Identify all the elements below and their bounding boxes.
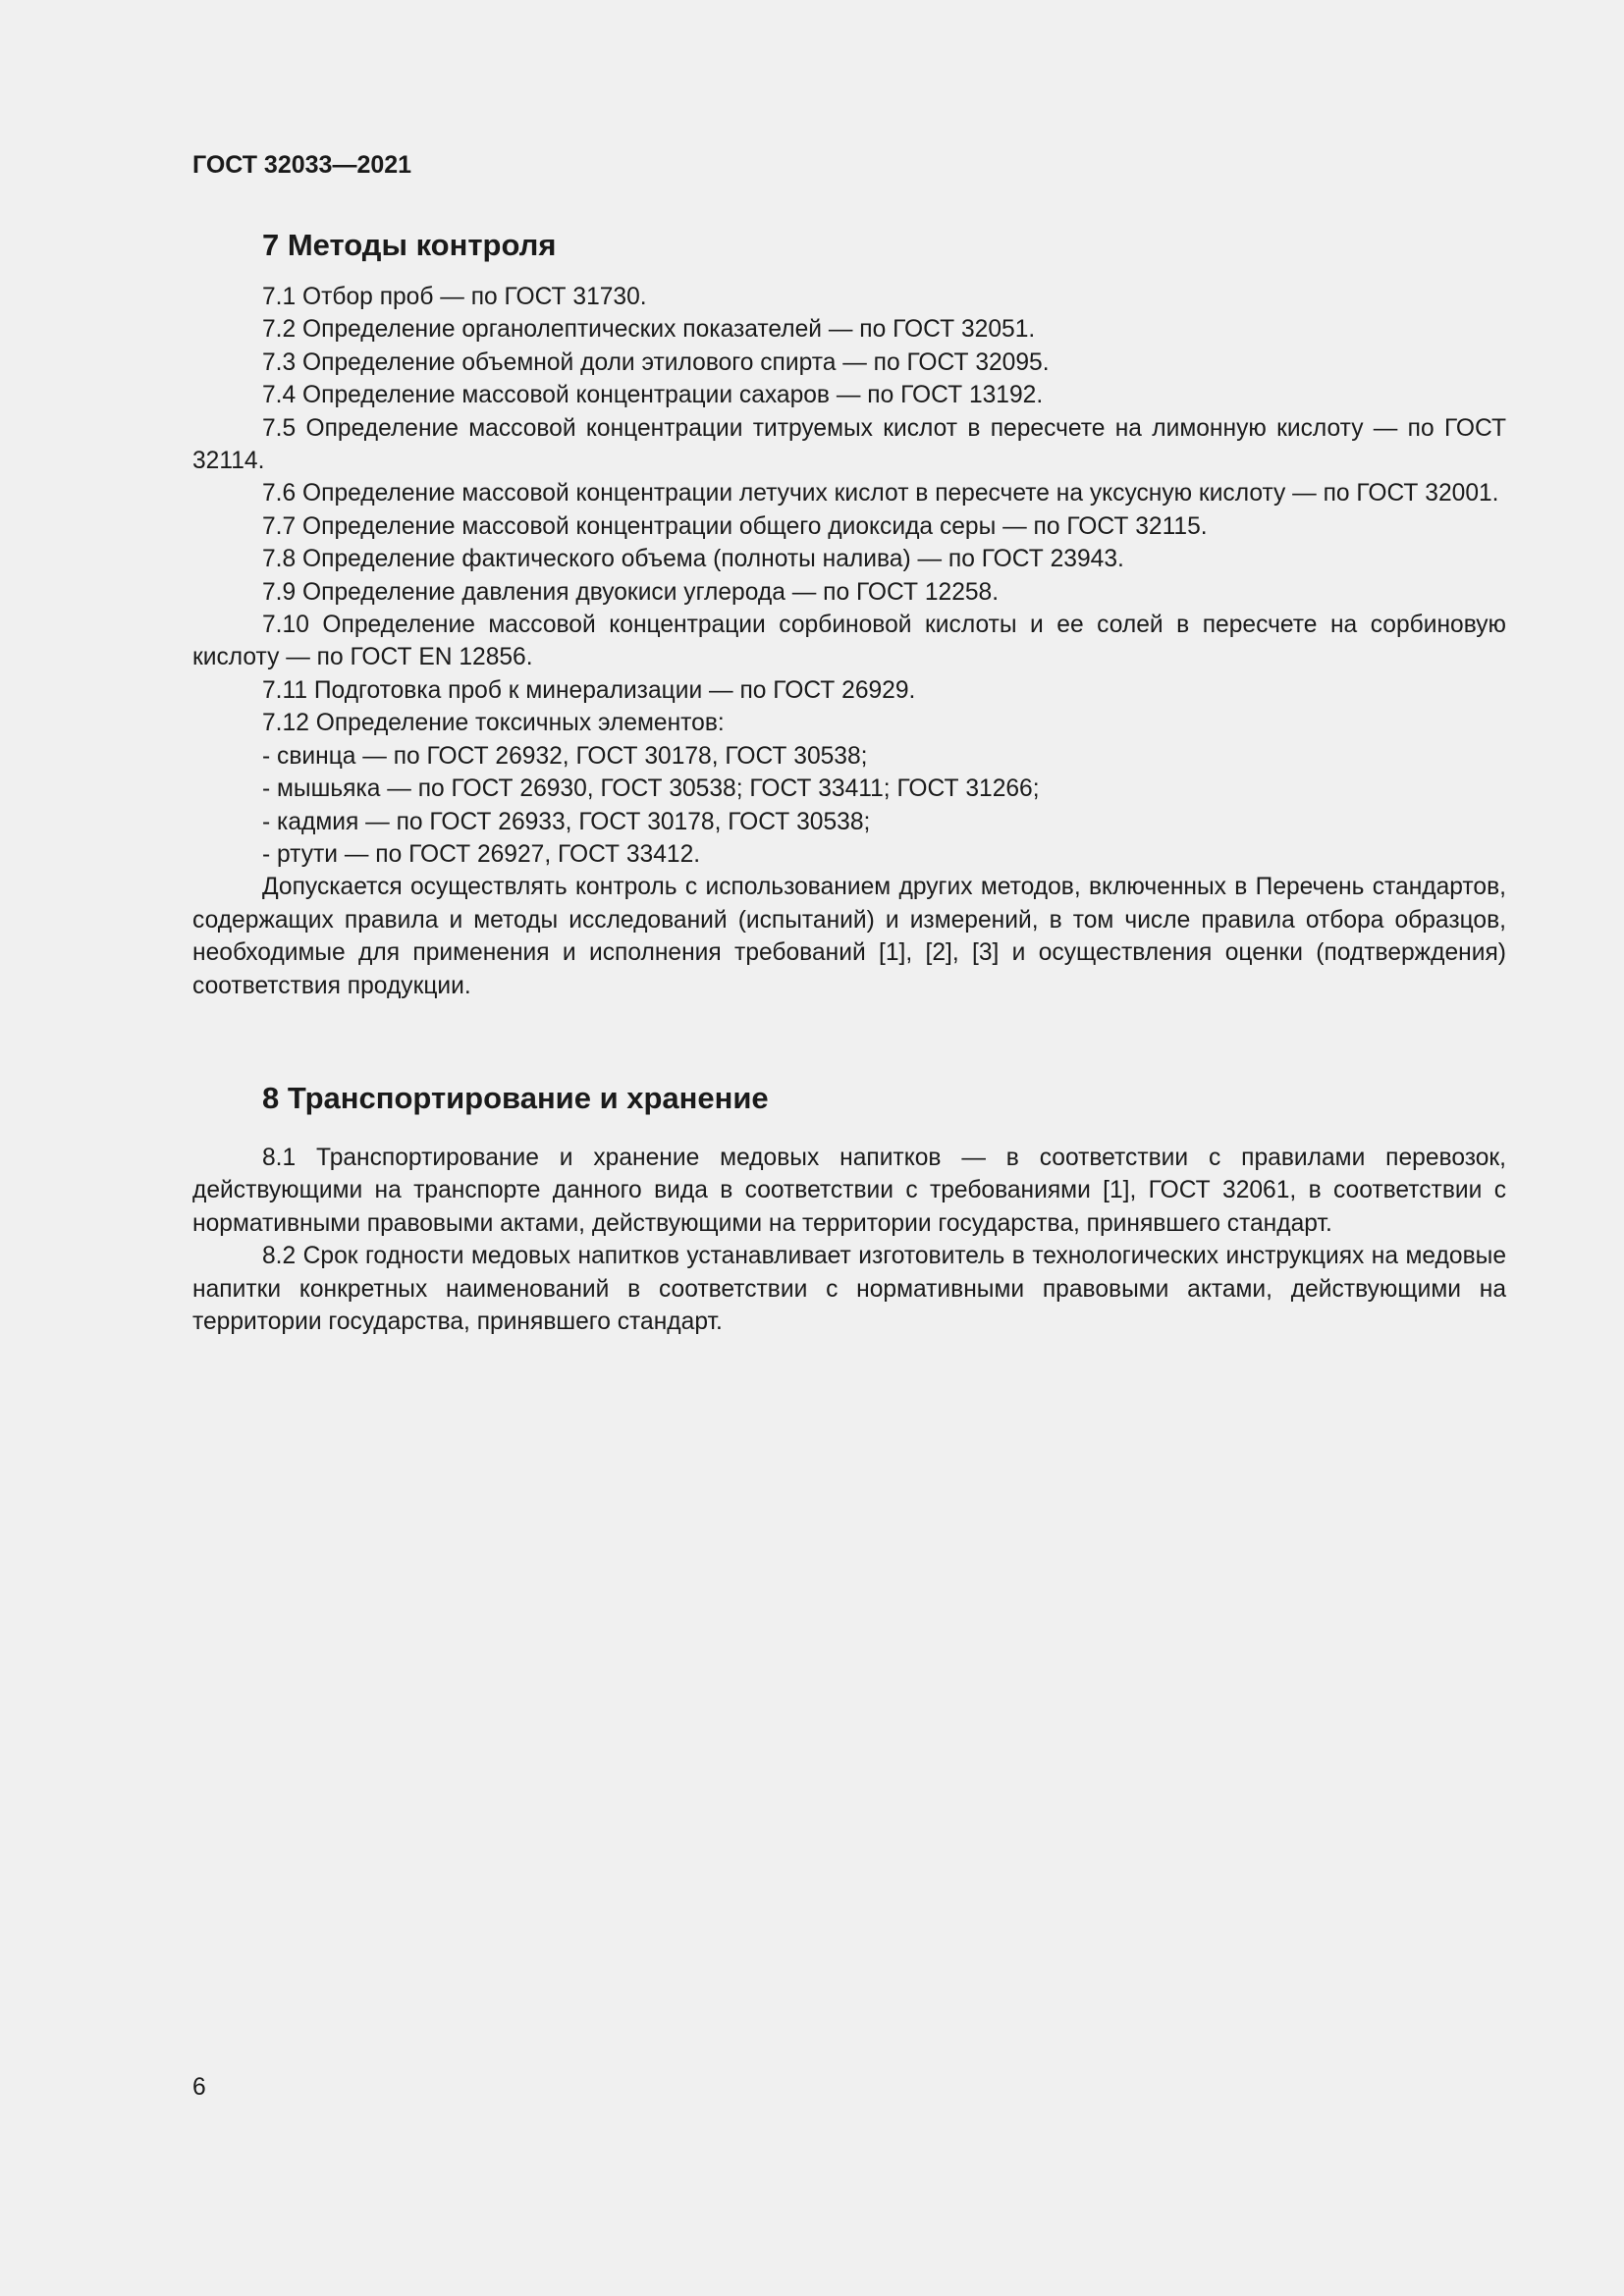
item-7-2: 7.2 Определение органолептических показателей — по ГОСТ 32051. bbox=[262, 316, 1036, 344]
document-header: ГОСТ 32033—2021 bbox=[192, 151, 412, 179]
section-7 bbox=[192, 226, 1506, 1002]
item-7-10: 7.10 Определение массовой концентрации сорбиновой кислоты и ее солей в пересчете на сорбиновую кислоту — по ГОСТ EN 12856. bbox=[192, 612, 1506, 671]
item-7-12: 7.12 Определение токсичных элементов: bbox=[262, 710, 725, 737]
section-8-heading: 8 Транспортирование и хранение bbox=[262, 1081, 769, 1115]
section-7-note: Допускается осуществлять контроль с использованием других методов, включенных в Перечень стандартов, содержащих правила и методы исследований (испытаний) и измерений, в том числе правила отбора образцов, необходимые для применения и исполнения требований [1], [2], [3] и осуществления оценки (подтверждения) соответствия продукции. bbox=[192, 874, 1506, 999]
item-8-2: 8.2 Срок годности медовых напитков устанавливает изготовитель в технологических инструкциях на медовые напитки конкретных наименований в соответствии с нормативными правовыми актами, действующими на территории государства, принявшего стандарт. bbox=[192, 1243, 1506, 1336]
item-7-7: 7.7 Определение массовой концентрации общего диоксида серы — по ГОСТ 32115. bbox=[262, 512, 1208, 540]
item-7-1: 7.1 Отбор проб — по ГОСТ 31730. bbox=[262, 284, 647, 310]
toxic-arsenic: - мышьяка — по ГОСТ 26930, ГОСТ 30538; ГОСТ 33411; ГОСТ 31266; bbox=[262, 775, 1040, 803]
item-7-8: 7.8 Определение фактического объема (полноты налива) — по ГОСТ 23943. bbox=[262, 546, 1124, 573]
item-8-1: 8.1 Транспортирование и хранение медовых напитков — в соответствии с правилами перевозок, действующими на транспорте данного вида в соответствии с требованиями [1], ГОСТ 32061, в соответствии с нормативными правовыми актами, действующими на территории государства, принявшего стандарт. bbox=[192, 1145, 1506, 1237]
page-number: 6 bbox=[192, 2074, 206, 2101]
section-7-heading: 7 Методы контроля bbox=[262, 228, 557, 262]
toxic-lead: - свинца — по ГОСТ 26932, ГОСТ 30178, ГОСТ 30538; bbox=[262, 742, 868, 770]
toxic-mercury: - ртути — по ГОСТ 26927, ГОСТ 33412. bbox=[262, 840, 701, 868]
section-8 bbox=[192, 1079, 1506, 1338]
item-7-5: 7.5 Определение массовой концентрации титруемых кислот в пересчете на лимонную кислоту — по ГОСТ 32114. bbox=[192, 414, 1506, 475]
item-7-6: 7.6 Определение массовой концентрации летучих кислот в пересчете на уксусную кислоту — по ГОСТ 32001. bbox=[262, 480, 1499, 507]
item-7-3: 7.3 Определение объемной доли этилового спирта — по ГОСТ 32095. bbox=[262, 348, 1050, 376]
item-7-11: 7.11 Подготовка проб к минерализации — по ГОСТ 26929. bbox=[262, 676, 916, 704]
item-7-4: 7.4 Определение массовой концентрации сахаров — по ГОСТ 13192. bbox=[262, 382, 1044, 409]
toxic-cadmium: - кадмия — по ГОСТ 26933, ГОСТ 30178, ГОСТ 30538; bbox=[262, 808, 871, 835]
item-7-9: 7.9 Определение давления двуокиси углерода — по ГОСТ 12258. bbox=[262, 578, 1000, 606]
